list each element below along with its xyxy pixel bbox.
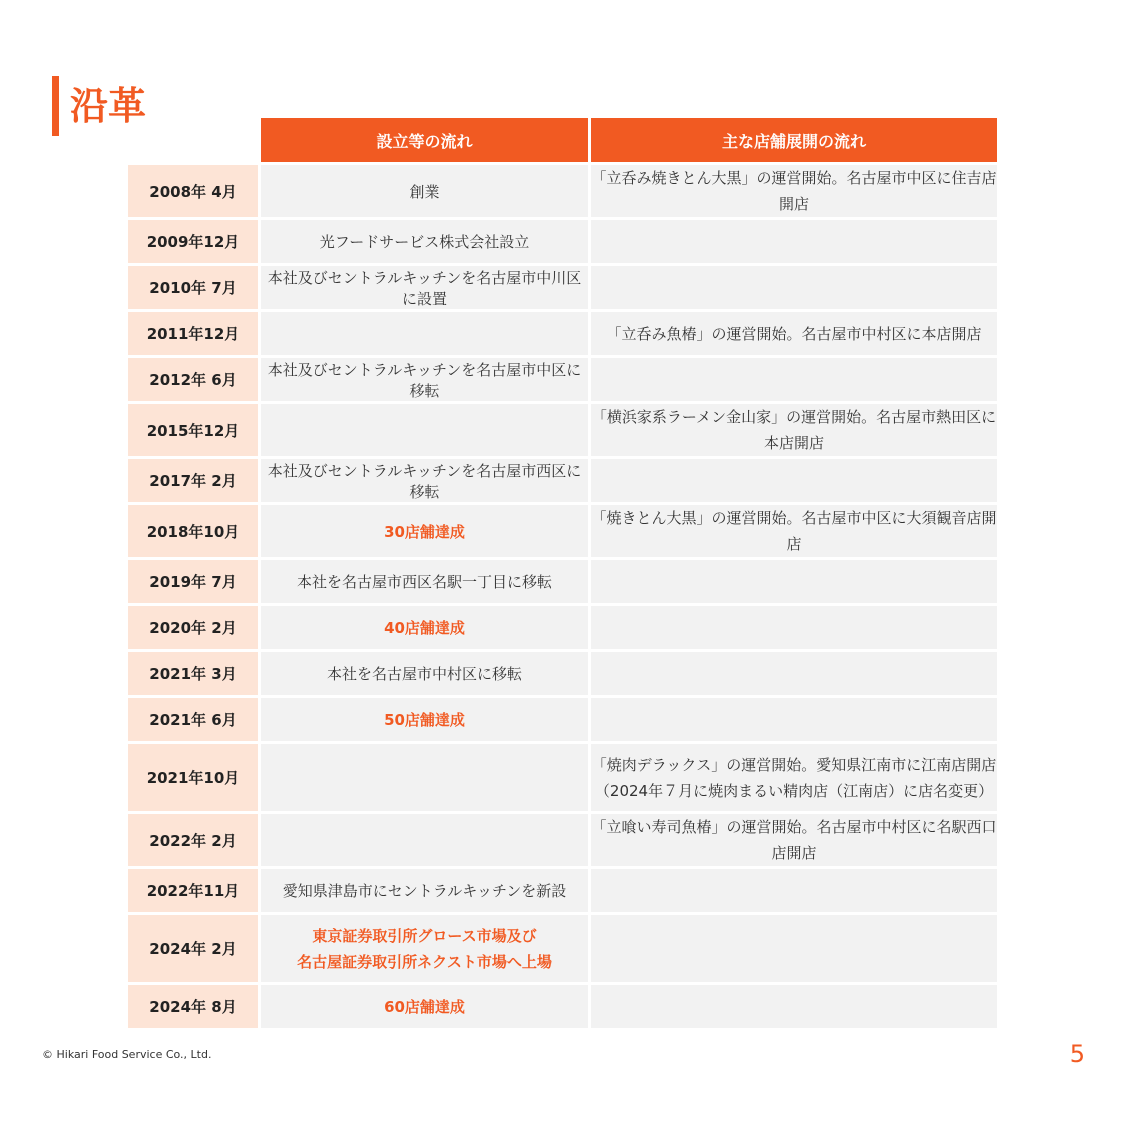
- row-establishment: 本社及びセントラルキッチンを名古屋市西区に移転: [261, 459, 588, 502]
- table-row: [128, 652, 997, 695]
- row-stores: [591, 814, 997, 866]
- row-establishment: 本社及びセントラルキッチンを名古屋市中区に移転: [261, 358, 588, 401]
- table-row: [128, 606, 997, 649]
- table-row: [128, 869, 997, 912]
- copyright: © Hikari Food Service Co., Ltd.: [42, 1048, 212, 1061]
- title-accent-bar: [52, 76, 59, 136]
- establishment-line: 東京証券取引所グロース市場及び: [312, 926, 537, 945]
- store-line: 「焼肉デラックス」の運営開始。愛知県江南市に江南店開店: [591, 755, 997, 774]
- row-date: 2018年10月: [128, 505, 258, 557]
- row-establishment: 本社を名古屋市西区名駅一丁目に移転: [261, 560, 588, 603]
- page-title: 沿革: [70, 84, 147, 128]
- row-stores: [591, 165, 997, 217]
- row-date: 2022年 2月: [128, 814, 258, 866]
- store-line: （2024年７月に焼肉まるい精肉店（江南店）に店名変更）: [594, 781, 994, 800]
- row-date: 2010年 7月: [128, 266, 258, 309]
- row-date: 2008年 4月: [128, 165, 258, 217]
- row-date: 2024年 8月: [128, 985, 258, 1028]
- row-establishment: [261, 404, 588, 456]
- table-row: [128, 312, 997, 355]
- table-row: [128, 814, 997, 866]
- row-establishment: 愛知県津島市にセントラルキッチンを新設: [261, 869, 588, 912]
- row-establishment: [261, 744, 588, 811]
- header-corner: [128, 118, 258, 162]
- row-stores: [591, 505, 997, 557]
- row-stores: [591, 266, 997, 309]
- row-establishment: 30店舗達成: [261, 505, 588, 557]
- page-number: 5: [1069, 1040, 1085, 1068]
- row-date: 2012年 6月: [128, 358, 258, 401]
- store-line: 「焼きとん大黒」の運営開始。名古屋市中区に大須観音店開店: [591, 509, 997, 553]
- row-date: 2020年 2月: [128, 606, 258, 649]
- establishment-line: 名古屋証券取引所ネクスト市場へ上場: [297, 952, 552, 971]
- row-establishment: 本社を名古屋市中村区に移転: [261, 652, 588, 695]
- row-stores: [591, 459, 997, 502]
- row-date: 2017年 2月: [128, 459, 258, 502]
- row-stores: [591, 698, 997, 741]
- row-stores: [591, 744, 997, 811]
- store-line: 「立呑み焼きとん大黒」の運営開始。名古屋市中区に住吉店開店: [591, 169, 997, 213]
- row-stores: [591, 404, 997, 456]
- row-date: 2022年11月: [128, 869, 258, 912]
- row-establishment: 創業: [261, 165, 588, 217]
- table-row: [128, 985, 997, 1028]
- row-establishment: 40店舗達成: [261, 606, 588, 649]
- header-stores: 主な店舗展開の流れ: [591, 118, 997, 162]
- row-establishment: 本社及びセントラルキッチンを名古屋市中川区に設置: [261, 266, 588, 309]
- store-line: 「横浜家系ラーメン金山家」の運営開始。名古屋市熱田区に本店開店: [591, 408, 997, 452]
- row-date: 2011年12月: [128, 312, 258, 355]
- table-row: [128, 459, 997, 502]
- table-row: [128, 505, 997, 557]
- row-date: 2009年12月: [128, 220, 258, 263]
- row-stores: [591, 312, 997, 355]
- row-stores: [591, 915, 997, 982]
- row-establishment: 50店舗達成: [261, 698, 588, 741]
- row-establishment: 光フードサービス株式会社設立: [261, 220, 588, 263]
- row-stores: [591, 560, 997, 603]
- row-date: 2021年 6月: [128, 698, 258, 741]
- row-stores: [591, 606, 997, 649]
- row-establishment: [261, 915, 588, 982]
- table-row: [128, 404, 997, 456]
- table-row: [128, 915, 997, 982]
- row-stores: [591, 869, 997, 912]
- row-date: 2015年12月: [128, 404, 258, 456]
- row-date: 2019年 7月: [128, 560, 258, 603]
- row-date: 2021年 3月: [128, 652, 258, 695]
- header-establishment: 設立等の流れ: [261, 118, 588, 162]
- table-row: [128, 165, 997, 217]
- table-row: [128, 358, 997, 401]
- table-row: [128, 744, 997, 811]
- table-row: [128, 220, 997, 263]
- store-line: 「立呑み魚椿」の運営開始。名古屋市中村区に本店開店: [606, 324, 982, 343]
- row-stores: [591, 985, 997, 1028]
- history-table: [125, 115, 1000, 1031]
- table-row: [128, 266, 997, 309]
- table-row: [128, 560, 997, 603]
- row-date: 2021年10月: [128, 744, 258, 811]
- store-line: 「立喰い寿司魚椿」の運営開始。名古屋市中村区に名駅西口店開店: [591, 818, 997, 862]
- row-establishment: [261, 312, 588, 355]
- row-date: 2024年 2月: [128, 915, 258, 982]
- row-stores: [591, 652, 997, 695]
- row-establishment: [261, 814, 588, 866]
- row-stores: [591, 220, 997, 263]
- row-stores: [591, 358, 997, 401]
- table-row: [128, 698, 997, 741]
- row-establishment: 60店舗達成: [261, 985, 588, 1028]
